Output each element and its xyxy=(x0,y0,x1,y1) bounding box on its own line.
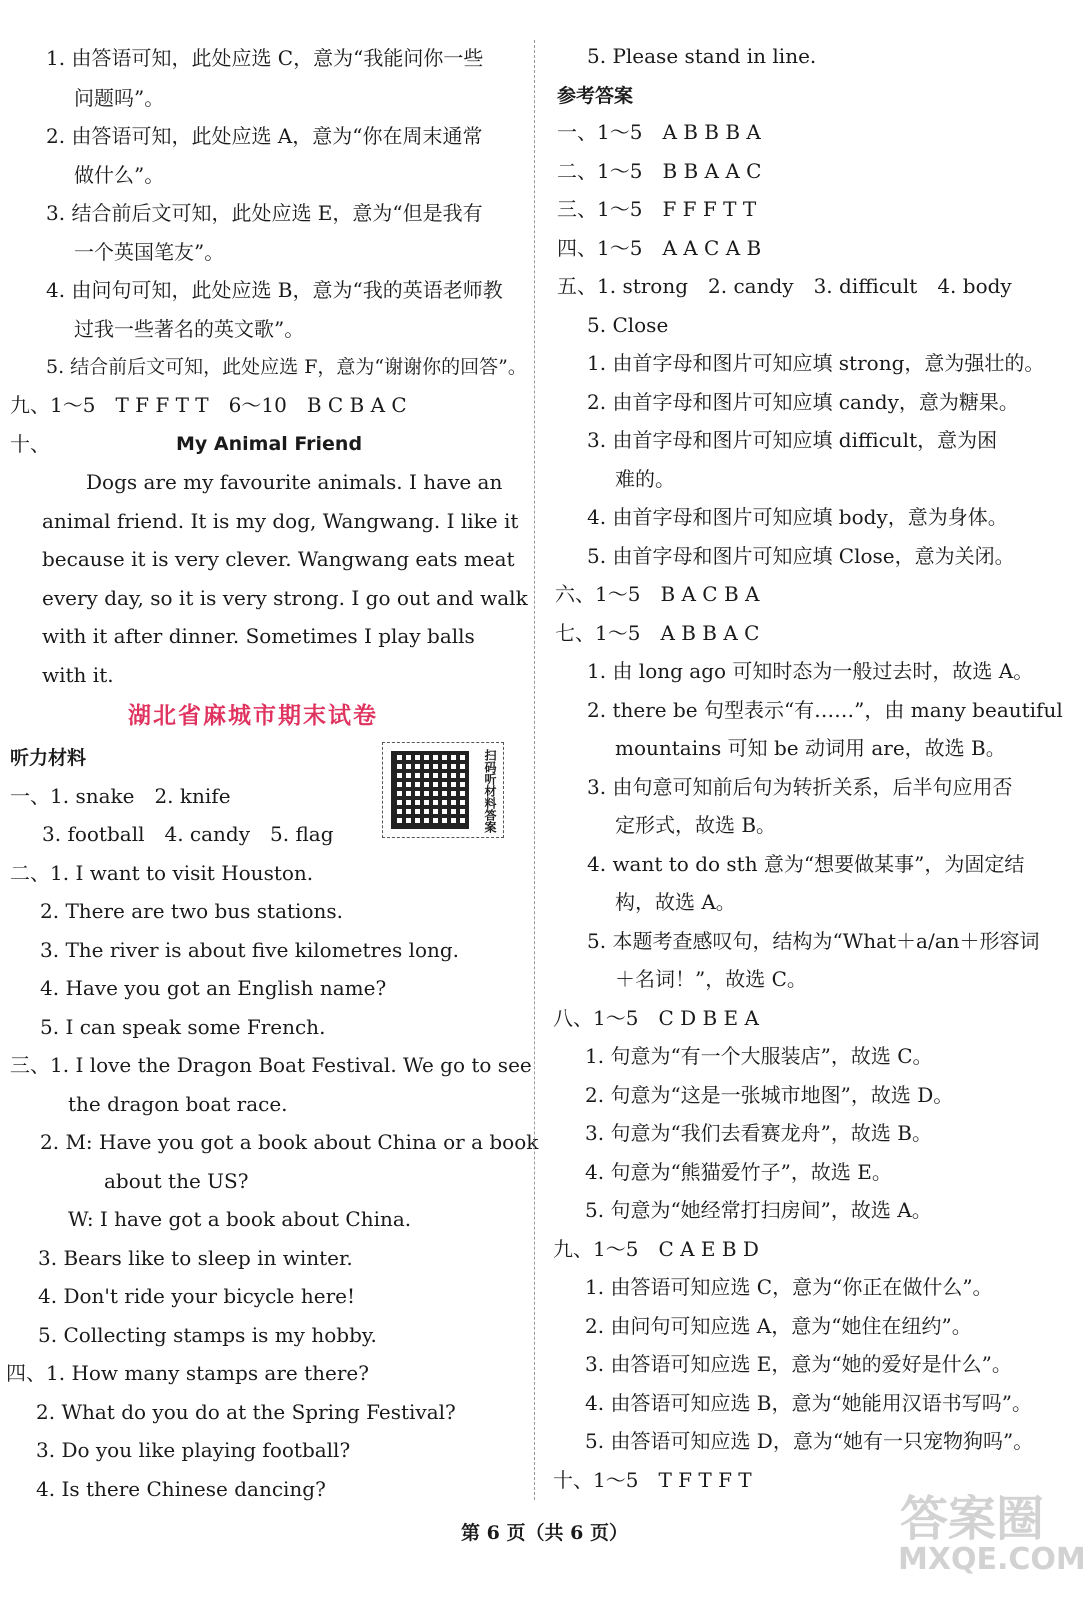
answer-line: ＋名词！”，故选 C。 xyxy=(615,967,807,991)
answer-line: 3. 句意为“我们去看赛龙舟”，故选 B。 xyxy=(585,1121,932,1145)
listening-line: 三、1. I love the Dragon Boat Festival. We go to see xyxy=(10,1053,532,1077)
answer-line: 4. 句意为“熊猫爱竹子”，故选 E。 xyxy=(585,1160,892,1184)
essay-line: animal friend. It is my dog, Wangwang. I like it xyxy=(42,509,519,533)
listening-line: 一、1. snake 2. knife xyxy=(10,784,231,808)
answer-line: 1. 由首字母和图片可知应填 strong，意为强壮的。 xyxy=(587,351,1045,375)
listening-line: 2. There are two bus stations. xyxy=(40,899,343,923)
listening-line: 5. Collecting stamps is my hobby. xyxy=(38,1323,377,1347)
answer-line: 3. 由首字母和图片可知应填 difficult，意为困 xyxy=(587,428,998,452)
answer-line: 2. there be 句型表示“有……”，由 many beautiful xyxy=(587,698,1063,722)
listening-line: 3. Do you like playing football? xyxy=(36,1438,351,1462)
answer-line: 定形式，故选 B。 xyxy=(615,813,777,837)
exam-title: 湖北省麻城市期末试卷 xyxy=(128,703,378,729)
column-divider xyxy=(534,40,535,1500)
page-number: 第 6 页（共 6 页） xyxy=(461,1522,628,1544)
answer-line: 2. 句意为“这是一张城市地图”，故选 D。 xyxy=(585,1083,954,1107)
essay-line: because it is very clever. Wangwang eats meat xyxy=(42,547,515,571)
listening-line: 4. Don't ride your bicycle here! xyxy=(38,1284,356,1308)
section-answers: 三、1～5 F F F T T xyxy=(557,197,757,221)
answer-line: 3. 由句意可知前后句为转折关系，后半句应用否 xyxy=(587,775,1013,799)
answer-line: 5. 句意为“她经常打扫房间”，故选 A。 xyxy=(585,1198,932,1222)
answer-line: 做什么”。 xyxy=(74,163,165,187)
answer-line: 4. 由答语可知应选 B，意为“她能用汉语书写吗”。 xyxy=(585,1391,1032,1415)
essay-line: Dogs are my favourite animals. I have an xyxy=(86,470,503,494)
section-answers: 八、1～5 C D B E A xyxy=(553,1006,759,1030)
section-answers: 四、1～5 A A C A B xyxy=(557,236,762,260)
answer-line: 2. 由问句可知应选 A，意为“她住在纽约”。 xyxy=(585,1314,972,1338)
section-label: 十、 xyxy=(10,432,50,456)
listening-line: 3. The river is about five kilometres long. xyxy=(40,938,460,962)
answer-line: 1. 由 long ago 可知时态为一般过去时，故选 A。 xyxy=(587,659,1034,683)
listening-line: 4. Is there Chinese dancing? xyxy=(36,1477,326,1501)
watermark-url: MXQE.COM xyxy=(898,1542,1086,1577)
answer-line: 2. 由答语可知，此处应选 A，意为“你在周末通常 xyxy=(46,124,483,148)
section-answers: 一、1～5 A B B B A xyxy=(557,120,761,144)
answer-line: 4. 由问句可知，此处应选 B，意为“我的英语老师教 xyxy=(46,278,503,302)
answer-line: 1. 句意为“有一个大服装店”，故选 C。 xyxy=(585,1044,933,1068)
section-answers: 五、1. strong 2. candy 3. difficult 4. body xyxy=(557,274,1012,298)
section-answers: 七、1～5 A B B A C xyxy=(555,621,760,645)
listening-line: 2. What do you do at the Spring Festival? xyxy=(36,1400,456,1424)
listening-line: 二、1. I want to visit Houston. xyxy=(10,861,314,885)
answer-line: 5. 由答语可知应选 D，意为“她有一只宠物狗吗”。 xyxy=(585,1429,1034,1453)
watermark-text: 答案圈 xyxy=(900,1491,1045,1547)
listening-line: 5. I can speak some French. xyxy=(40,1015,326,1039)
answer-line: 3. 由答语可知应选 E，意为“她的爱好是什么”。 xyxy=(585,1352,1012,1376)
answer-line: 过我一些著名的英文歌”。 xyxy=(74,317,305,341)
section-answers: 六、1～5 B A C B A xyxy=(555,582,760,606)
listening-line: the dragon boat race. xyxy=(68,1092,288,1116)
answer-line: 2. 由首字母和图片可知应填 candy，意为糖果。 xyxy=(587,390,1019,414)
essay-line: with it after dinner. Sometimes I play balls xyxy=(42,624,475,648)
qr-caption: 扫码听材料答案 xyxy=(483,749,497,833)
listening-line: W: I have got a book about China. xyxy=(68,1207,412,1231)
qr-code-box[interactable] xyxy=(382,742,504,838)
listening-line: 3. football 4. candy 5. flag xyxy=(42,822,334,846)
essay-line: every day, so it is very strong. I go out and walk xyxy=(42,586,528,610)
section-answers: 九、1～5 T F F T T 6～10 B C B A C xyxy=(10,393,407,417)
section-answers: 二、1～5 B B A A C xyxy=(557,159,762,183)
answer-line: 5. 结合前后文可知，此处应选 F，意为“谢谢你的回答”。 xyxy=(46,356,527,378)
answer-line: 1. 由答语可知，此处应选 C，意为“我能问你一些 xyxy=(46,46,484,70)
listening-line: 3. Bears like to sleep in winter. xyxy=(38,1246,353,1270)
listening-line: 四、1. How many stamps are there? xyxy=(6,1361,369,1385)
essay-title: My Animal Friend xyxy=(176,433,363,455)
listening-line: 5. Please stand in line. xyxy=(587,44,817,68)
answer-line: 难的。 xyxy=(615,467,675,491)
answer-line: mountains 可知 be 动词用 are，故选 B。 xyxy=(615,736,1006,760)
answer-line: 3. 结合前后文可知，此处应选 E，意为“但是我有 xyxy=(46,201,483,225)
listening-line: about the US? xyxy=(104,1169,249,1193)
answer-line: 问题吗”。 xyxy=(74,86,165,110)
answer-line: 一个英国笔友”。 xyxy=(74,240,225,264)
listening-line: 2. M: Have you got a book about China or a book xyxy=(40,1130,539,1154)
answer-line: 5. Close xyxy=(587,313,669,337)
section-answers: 十、1～5 T F T F T xyxy=(553,1468,752,1492)
answer-line: 5. 本题考查感叹句，结构为“What＋a/an＋形容词 xyxy=(587,929,1040,953)
essay-line: with it. xyxy=(42,663,114,687)
answer-line: 构，故选 A。 xyxy=(615,890,736,914)
watermark-logo xyxy=(880,1470,1086,1590)
listening-heading: 听力材料 xyxy=(10,747,87,769)
qr-code-icon xyxy=(391,751,469,829)
answer-line: 1. 由答语可知应选 C，意为“你正在做什么”。 xyxy=(585,1275,993,1299)
section-answers: 九、1～5 C A E B D xyxy=(553,1237,759,1261)
answers-heading: 参考答案 xyxy=(557,85,634,107)
answer-line: 4. 由首字母和图片可知应填 body，意为身体。 xyxy=(587,505,1008,529)
answer-line: 4. want to do sth 意为“想要做某事”，为固定结 xyxy=(587,852,1025,876)
answer-line: 5. 由首字母和图片可知应填 Close，意为关闭。 xyxy=(587,544,1015,568)
listening-line: 4. Have you got an English name? xyxy=(40,976,387,1000)
